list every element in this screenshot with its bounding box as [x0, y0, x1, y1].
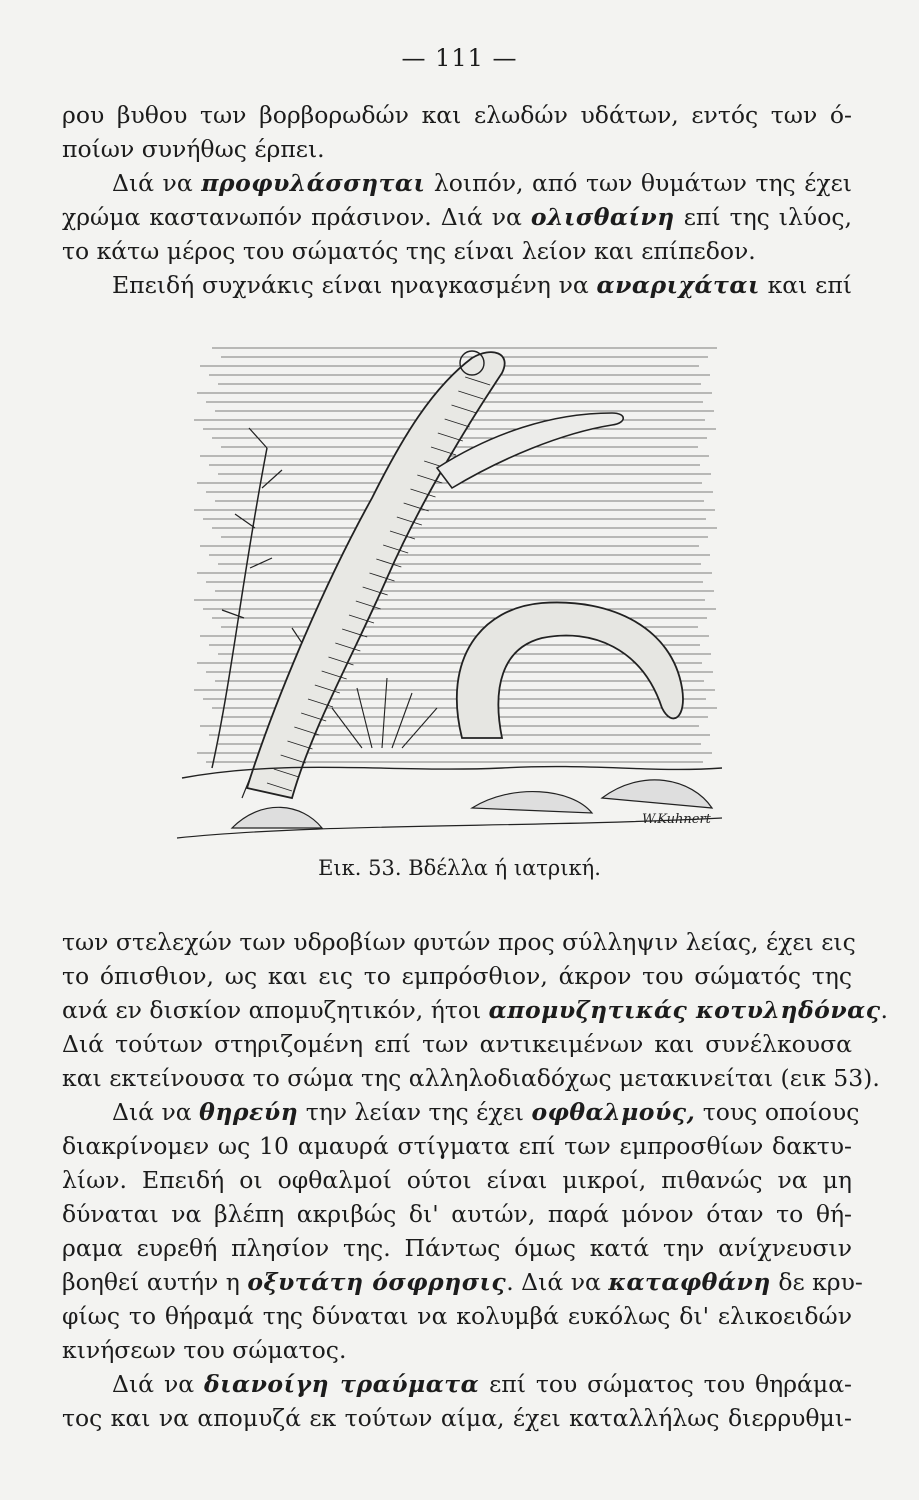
- text-line: [62, 234, 852, 268]
- text-run: δε κρυ-: [770, 1268, 863, 1296]
- text-line: [112, 1095, 860, 1129]
- text-run: την λείαν της έχει: [298, 1098, 532, 1126]
- text-line: [112, 1367, 852, 1401]
- text-run: επί της ιλύος,: [674, 203, 852, 231]
- emphasized-term: καταφθάνη: [608, 1268, 771, 1296]
- text-line: [62, 98, 852, 132]
- emphasized-term: απομυζητικάς κοτυληδόνας: [488, 996, 881, 1024]
- text-run: φίως το θήραμά της δύναται να κολυμβά ευκόλως δι' ελικοειδών: [62, 1302, 852, 1330]
- text-run: ρου βυθου των βορβορωδών και ελωδών υδάτων, εντός των ό-: [62, 101, 852, 129]
- text-run: τους οποίους: [695, 1098, 860, 1126]
- text-line: [62, 1197, 852, 1231]
- text-run: Επειδή συχνάκις είναι ηναγκασμένη να: [112, 271, 597, 299]
- text-line: [62, 925, 856, 959]
- text-run: ραμα ευρεθή πλησίον της. Πάντως όμως κατά την ανίχνευσιν: [62, 1234, 852, 1262]
- emphasized-term: ολισθαίνη: [530, 203, 675, 231]
- text-line: [62, 1027, 852, 1061]
- text-run: Διά να: [112, 1098, 200, 1126]
- text-run: των στελεχών των υδροβίων φυτών προς σύλληψιν λείας, έχει εις: [62, 928, 856, 956]
- text-run: δύναται να βλέπη ακριβώς δι' αυτών, παρά μόνον όταν το θή-: [62, 1200, 852, 1228]
- text-line: [62, 1299, 852, 1333]
- text-run: ανά εν δισκίον απομυζητικόν, ήτοι: [62, 996, 489, 1024]
- emphasized-term: διανοίγη τραύματα: [204, 1370, 480, 1398]
- text-run: Διά να: [112, 169, 202, 197]
- text-run: Διά να: [112, 1370, 204, 1398]
- text-run: χρώμα καστανωπόν πράσινον. Διά να: [62, 203, 531, 231]
- text-line: [62, 132, 852, 166]
- text-run: .: [880, 996, 889, 1024]
- text-run: λοιπόν, από των θυμάτων της έχει: [425, 169, 852, 197]
- text-run: και επί: [759, 271, 852, 299]
- text-line: [62, 1061, 880, 1095]
- text-line: [112, 268, 852, 302]
- text-run: το κάτω μέρος του σώματός της είναι λείον και επίπεδον.: [62, 237, 756, 265]
- text-run: κινήσεων του σώματος.: [62, 1336, 347, 1364]
- text-line: [112, 166, 852, 200]
- text-run: ποίων συνήθως έρπει.: [62, 135, 325, 163]
- illustrator-signature: W.Kuhnert: [642, 812, 711, 827]
- text-run: το όπισθιον, ως και εις το εμπρόσθιον, άκρον του σώματός της: [62, 962, 852, 990]
- text-line: [62, 1333, 852, 1367]
- text-run: βοηθεί αυτήν η: [62, 1268, 248, 1296]
- text-line: [62, 1231, 852, 1265]
- text-line: [62, 959, 852, 993]
- text-run: διακρίνομεν ως 10 αμαυρά στίγματα επί των εμπροσθίων δακτυ-: [62, 1132, 852, 1160]
- text-run: τος και να απομυζά εκ τούτων αίμα, έχει καταλλήλως διερρυθμι-: [62, 1404, 852, 1432]
- page-number: — 111 —: [401, 44, 518, 72]
- leech-illustration: [172, 328, 727, 848]
- text-line: [62, 200, 852, 234]
- text-line: [62, 1163, 852, 1197]
- text-line: [62, 1401, 852, 1435]
- figure-caption: Εικ. 53. Βδέλλα ή ιατρική.: [318, 856, 601, 880]
- emphasized-term: προφυλάσσηται: [201, 169, 426, 197]
- text-line: [62, 1129, 852, 1163]
- text-run: λίων. Επειδή οι οφθαλμοί ούτοι είναι μικροί, πιθανώς να μη: [62, 1166, 852, 1194]
- text-run: επί του σώματος του θηράμα-: [479, 1370, 852, 1398]
- text-line: [62, 993, 889, 1027]
- emphasized-term: θηρεύη: [199, 1098, 299, 1126]
- text-line: [62, 1265, 863, 1299]
- emphasized-term: αναριχάται: [596, 271, 760, 299]
- text-run: και εκτείνουσα το σώμα της αλληλοδιαδόχως μετακινείται (εικ 53).: [62, 1064, 880, 1092]
- emphasized-term: οξυτάτη όσφρησις: [247, 1268, 507, 1296]
- text-run: Διά τούτων στηριζομένη επί των αντικειμένων και συνέλκουσα: [62, 1030, 852, 1058]
- text-run: . Διά να: [506, 1268, 609, 1296]
- emphasized-term: οφθαλμούς,: [531, 1098, 696, 1126]
